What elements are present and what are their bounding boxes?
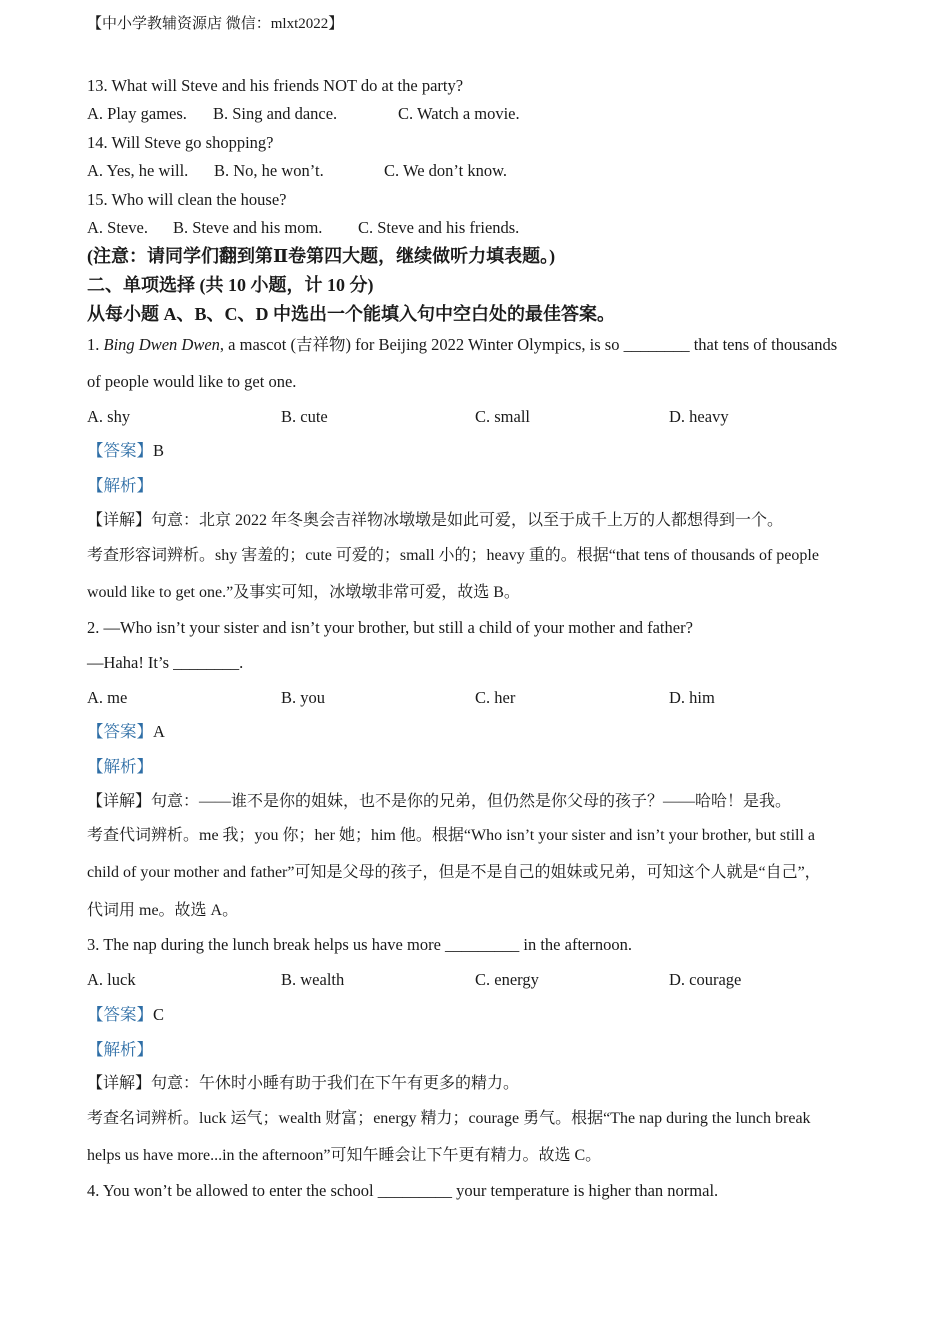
listening-note: (注意：请同学们翻到第Ⅱ卷第四大题，继续做听力填表题。): [87, 246, 556, 266]
answer-value: A: [153, 722, 165, 741]
q15-option-c: C. Steve and his friends.: [358, 218, 520, 237]
question-14: 14. Will Steve go shopping?: [87, 133, 274, 152]
q1-explanation-line1: 考查形容词辨析。shy 害羞的；cute 可爱的；small 小的；heavy 重的。根据“that tens of thousands of people: [87, 547, 819, 564]
q1-option-c: C. small: [475, 407, 531, 426]
q14-option-b: B. No, he won’t.: [214, 161, 324, 180]
q3-answer: [87, 1005, 164, 1025]
q1-option-a: A. shy: [87, 407, 131, 426]
section-title: 二、单项选择 (共 10 小题，计 10 分): [87, 275, 374, 295]
q3-explanation-line2: helps us have more...in the afternoon”可知午睡会让下午更有精力。故选 C。: [87, 1147, 602, 1164]
q2-option-b: B. you: [281, 688, 326, 707]
answer-label: 【答案】: [87, 441, 153, 460]
q3-detail: [87, 1074, 519, 1094]
answer-label: 【答案】: [87, 1005, 153, 1024]
question-13: 13. What will Steve and his friends NOT do at the party?: [87, 76, 464, 95]
q2-explanation-line1: 考查代词辨析。me 我；you 你；her 她；him 他。根据“Who isn’t your sister and isn’t your brother, but still a: [87, 827, 816, 844]
detail-label: 【详解】: [87, 1075, 152, 1092]
question-2-line1: 2. —Who isn’t your sister and isn’t your brother, but still a child of your mother and father?: [87, 618, 693, 637]
q3-option-b: B. wealth: [281, 970, 345, 989]
answer-value: B: [153, 441, 165, 460]
q2-answer: [87, 722, 165, 742]
q13-option-c: C. Watch a movie.: [398, 104, 520, 123]
q13-option-a: A. Play games.: [87, 104, 187, 123]
q14-option-a: A. Yes, he will.: [87, 161, 189, 180]
q14-option-c: C. We don’t know.: [384, 161, 508, 180]
q2-explanation-line2: child of your mother and father”可知是父母的孩子，但是不是自己的姐妹或兄弟，可知这个人就是“自己”，: [87, 864, 821, 881]
page-header: 【中小学教辅资源店 微信：mlxt2022】: [87, 16, 344, 32]
q2-analysis-label: 【解析】: [87, 757, 153, 776]
q3-option-d: D. courage: [669, 970, 742, 989]
q2-explanation-line3: 代词用 me。故选 A。: [87, 902, 239, 919]
q3-explanation-line1: 考查名词辨析。luck 运气；wealth 财富；energy 精力；courage 勇气。根据“The nap during the lunch break: [87, 1110, 811, 1127]
q1-option-d: D. heavy: [669, 407, 729, 426]
detail-text: 句意：北京 2022 年冬奥会吉祥物冰墩墩是如此可爱，以至于成千上万的人都想得到一个。: [151, 512, 784, 529]
question-15: 15. Who will clean the house?: [87, 190, 287, 209]
q2-option-c: C. her: [475, 688, 516, 707]
q1-explanation-line2: would like to get one.”及事实可知，冰墩墩非常可爱，故选 B。: [87, 584, 520, 601]
question-text: , a mascot (吉祥物) for Beijing 2022 Winter Olympics, is so ________ that tens of thousands: [219, 335, 838, 354]
detail-label: 【详解】: [87, 793, 152, 810]
answer-label: 【答案】: [87, 722, 153, 741]
detail-text: 句意：——谁不是你的姐妹，也不是你的兄弟，但仍然是你父母的孩子？——哈哈！是我。: [151, 793, 792, 810]
question-1-line1: [87, 335, 837, 355]
q15-option-b: B. Steve and his mom.: [173, 218, 323, 237]
section-instruction: 从每小题 A、B、C、D 中选出一个能填入句中空白处的最佳答案。: [87, 304, 616, 324]
q1-analysis-label: 【解析】: [87, 476, 153, 495]
question-1-line2: of people would like to get one.: [87, 372, 297, 391]
q1-answer: [87, 441, 164, 461]
q13-option-b: B. Sing and dance.: [213, 104, 338, 123]
q3-option-c: C. energy: [475, 970, 539, 989]
q15-option-a: A. Steve.: [87, 218, 148, 237]
answer-value: C: [153, 1005, 165, 1024]
q2-option-a: A. me: [87, 688, 128, 707]
question-4-line1: 4. You won’t be allowed to enter the school _________ your temperature is higher than normal.: [87, 1181, 719, 1200]
detail-label: 【详解】: [87, 512, 152, 529]
question-3-line1: 3. The nap during the lunch break helps us have more _________ in the afternoon.: [87, 935, 632, 954]
mascot-name: Bing Dwen Dwen: [103, 335, 220, 354]
q1-option-b: B. cute: [281, 407, 328, 426]
q2-detail: [87, 792, 791, 812]
q2-option-d: D. him: [669, 688, 715, 707]
q3-option-a: A. luck: [87, 970, 136, 989]
q1-detail: [87, 511, 783, 531]
detail-text: 句意：午休时小睡有助于我们在下午有更多的精力。: [151, 1075, 520, 1092]
q3-analysis-label: 【解析】: [87, 1040, 153, 1059]
question-number: 1.: [87, 335, 104, 354]
question-2-line2: —Haha! It’s ________.: [87, 653, 244, 672]
